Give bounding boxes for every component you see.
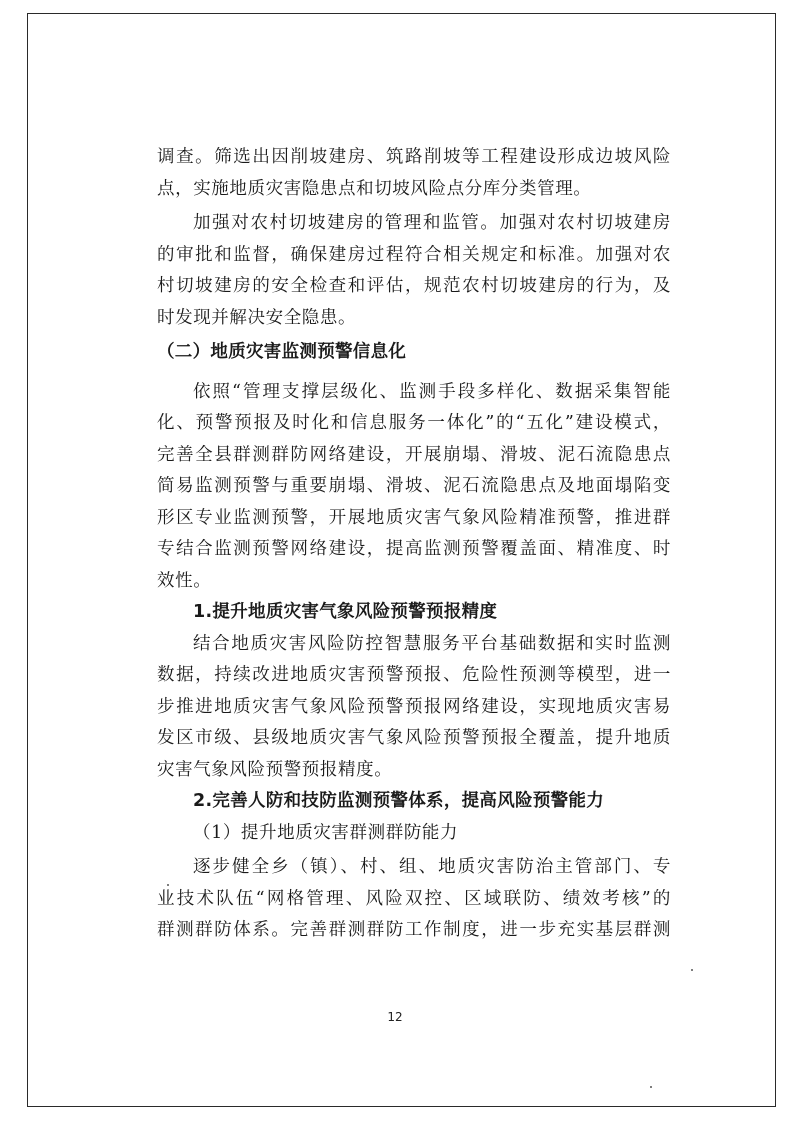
section-heading: （二）地质灾害监测预警信息化 [157,342,407,362]
paragraph-line: 发区市级、县级地质灾害气象风险预警预报全覆盖，提升地质 [157,728,671,748]
paragraph-line: 点，实施地质灾害隐患点和切坡风险点分库分类管理。 [157,178,592,199]
document-body [157,142,671,947]
paragraph-line: 逐步健全乡（镇）、村、组、地质灾害防治主管部门、专 [193,857,671,877]
subsection-heading: 2.完善人防和技防监测预警体系，提高风险预警能力 [193,791,605,811]
scan-speck [691,969,693,971]
paragraph-line: 灾害气象风险预警预报精度。 [157,759,393,780]
scan-speck [167,884,169,886]
paragraph-line: 的审批和监督，确保建房过程符合相关规定和标准。加强对农 [157,244,671,265]
paragraph-line: 村切坡建房的安全检查和评估，规范农村切坡建房的行为，及 [157,276,671,296]
paragraph-line: 简易监测预警与重要崩塌、滑坡、泥石流隐患点及地面塌陷变 [157,476,671,496]
item-heading: （1）提升地质灾害群测群防能力 [193,822,459,843]
paragraph-line: 化、预警预报及时化和信息服务一体化”的“五化”建设模式， [157,413,671,433]
scan-speck [650,1086,652,1088]
page-number: 12 [387,1010,403,1024]
paragraph-line: 形区专业监测预警，开展地质灾害气象风险精准预警，推进群 [157,507,671,528]
paragraph-line: 业技术队伍“网格管理、风险双控、区域联防、绩效考核”的 [157,888,671,909]
subsection-heading: 1.提升地质灾害气象风险预警预报精度 [193,602,498,622]
paragraph-line: 完善全县群测群防网络建设，开展崩塌、滑坡、泥石流隐患点 [157,444,671,465]
paragraph-line: 结合地质灾害风险防控智慧服务平台基础数据和实时监测 [193,633,671,654]
paragraph-line: 效性。 [157,570,212,591]
paragraph-line: 依照“管理支撑层级化、监测手段多样化、数据采集智能 [193,381,671,402]
paragraph-line: 专结合监测预警网络建设，提高监测预警覆盖面、精准度、时 [157,539,671,559]
paragraph-line: 时发现并解决安全隐患。 [157,307,357,328]
paragraph-line: 加强对农村切坡建房的管理和监管。加强对农村切坡建房 [193,213,671,233]
paragraph-line: 群测群防体系。完善群测群防工作制度，进一步充实基层群测 [157,920,671,940]
paragraph-line: 调查。筛选出因削坡建房、筑路削坡等工程建设形成边坡风险 [157,147,671,167]
paragraph-line: 数据，持续改进地质灾害预警预报、危险性预测等模型，进一 [157,665,671,685]
paragraph-line: 步推进地质灾害气象风险预警预报网络建设，实现地质灾害易 [157,696,671,717]
